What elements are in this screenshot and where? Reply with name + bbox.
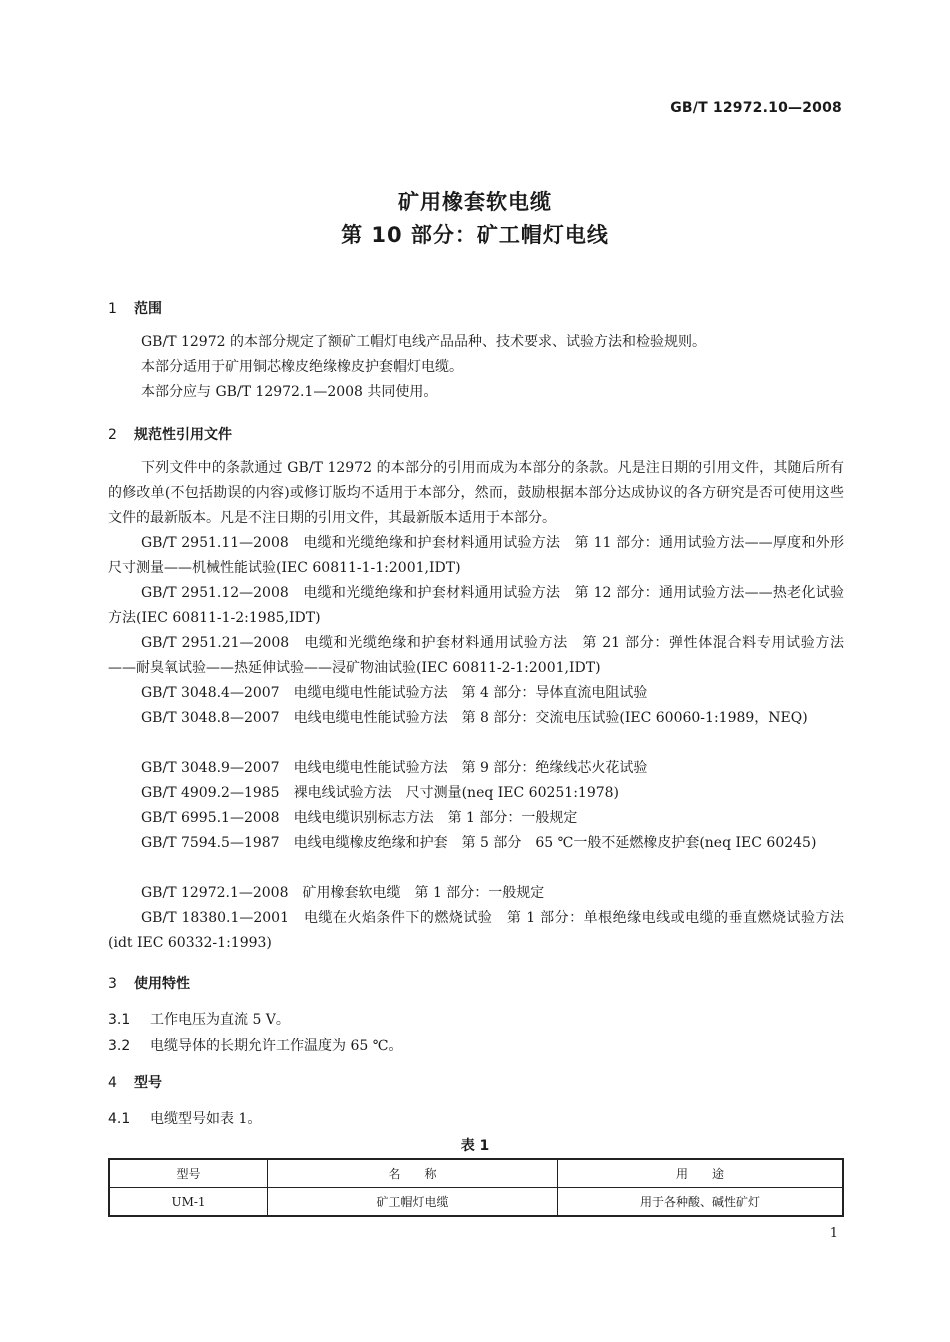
clause-number: 3.2: [108, 1038, 131, 1054]
reference-item: GB/T 6995.1—2008 电线电缆识别标志方法 第 1 部分：一般规定: [141, 810, 578, 826]
clause-4-1: [108, 1108, 261, 1128]
section-4-heading: [108, 1072, 162, 1092]
reference-item: GB/T 3048.4—2007 电缆电缆电性能试验方法 第 4 部分：导体直流电阻试验: [141, 685, 648, 701]
reference-item: GB/T 3048.8—2007 电线电缆电性能试验方法 第 8 部分：交流电压试验(IEC 60060-1:1989，NEQ): [141, 710, 808, 726]
section-title: 使用特性: [134, 976, 190, 992]
clause-text: 电缆导体的长期允许工作温度为 65 ℃。: [150, 1038, 403, 1054]
section-2-heading: [108, 424, 232, 444]
standard-code: GB/T 12972.10—2008: [670, 100, 842, 116]
section-number: 3: [108, 976, 117, 992]
section-title: 规范性引用文件: [134, 427, 232, 443]
table-header-cell: 用 途: [558, 1159, 844, 1188]
reference-item: GB/T 2951.11—2008 电缆和光缆绝缘和护套材料通用试验方法 第 11 部分：通用试验方法——厚度和外形尺寸测量——机械性能试验(IEC 60811-1-1:2001,IDT): [108, 535, 844, 576]
reference-item: GB/T 12972.1—2008 矿用橡套软电缆 第 1 部分：一般规定: [141, 885, 545, 901]
reference-item: GB/T 18380.1—2001 电缆在火焰条件下的燃烧试验 第 1 部分：单根绝缘电线或电缆的垂直燃烧试验方法(idt IEC 60332-1:1993): [108, 910, 844, 951]
reference-item: GB/T 4909.2—1985 裸电线试验方法 尺寸测量(neq IEC 60251:1978): [141, 785, 620, 801]
table-cell: 用于各种酸、碱性矿灯: [558, 1188, 844, 1217]
clause-3-1: [108, 1009, 290, 1029]
table-cell: 矿工帽灯电缆: [268, 1188, 558, 1217]
reference-item: GB/T 2951.21—2008 电缆和光缆绝缘和护套材料通用试验方法 第 21 部分：弹性体混合料专用试验方法——耐臭氧试验——热延伸试验——浸矿物油试验(IEC 60811-2-1:2001,IDT): [108, 635, 844, 676]
document-subtitle: 第 10 部分：矿工帽灯电线: [341, 223, 609, 247]
section-3-heading: [108, 973, 190, 993]
section-title: 型号: [134, 1075, 162, 1091]
cable-model-table: [108, 1158, 844, 1217]
reference-item: GB/T 2951.12—2008 电缆和光缆绝缘和护套材料通用试验方法 第 12 部分：通用试验方法——热老化试验方法(IEC 60811-1-2:1985,IDT): [108, 585, 844, 626]
section-1-paragraph: 本部分应与 GB/T 12972.1—2008 共同使用。: [141, 384, 438, 400]
section-2-intro: 下列文件中的条款通过 GB/T 12972 的本部分的引用而成为本部分的条款。凡是注日期的引用文件，其随后所有的修改单(不包括勘误的内容)或修订版均不适用于本部分，然而，鼓励根据本部分达成协议的各方研究是否可使用这些文件的最新版本。凡是不注日期的引用文件，其最新版本适用于本部分。: [108, 460, 844, 526]
section-number: 2: [108, 427, 117, 443]
table-header-cell: 型号: [109, 1159, 268, 1188]
section-1-paragraph: 本部分适用于矿用铜芯橡皮绝缘橡皮护套帽灯电缆。: [141, 359, 463, 375]
clause-3-2: [108, 1035, 402, 1055]
reference-item: GB/T 3048.9—2007 电线电缆电性能试验方法 第 9 部分：绝缘线芯火花试验: [141, 760, 648, 776]
reference-item: GB/T 7594.5—1987 电线电缆橡皮绝缘和护套 第 5 部分 65 ℃一般不延燃橡皮护套(neq IEC 60245): [141, 835, 817, 851]
table-header-cell: 名 称: [268, 1159, 558, 1188]
clause-number: 3.1: [108, 1012, 131, 1028]
clause-text: 电缆型号如表 1。: [150, 1111, 262, 1127]
section-title: 范围: [134, 301, 162, 317]
section-number: 4: [108, 1075, 117, 1091]
table-cell: UM-1: [109, 1188, 268, 1217]
table-header-row: [109, 1159, 843, 1188]
section-number: 1: [108, 301, 117, 317]
section-1-heading: [108, 298, 162, 318]
table-row: [109, 1188, 843, 1217]
page-number: 1: [829, 1226, 838, 1241]
document-title: 矿用橡套软电缆: [398, 190, 552, 214]
clause-number: 4.1: [108, 1111, 131, 1127]
clause-text: 工作电压为直流 5 V。: [150, 1012, 290, 1028]
section-1-paragraph: GB/T 12972 的本部分规定了额矿工帽灯电线产品品种、技术要求、试验方法和检验规则。: [141, 334, 706, 350]
table-title: 表 1: [460, 1138, 490, 1154]
